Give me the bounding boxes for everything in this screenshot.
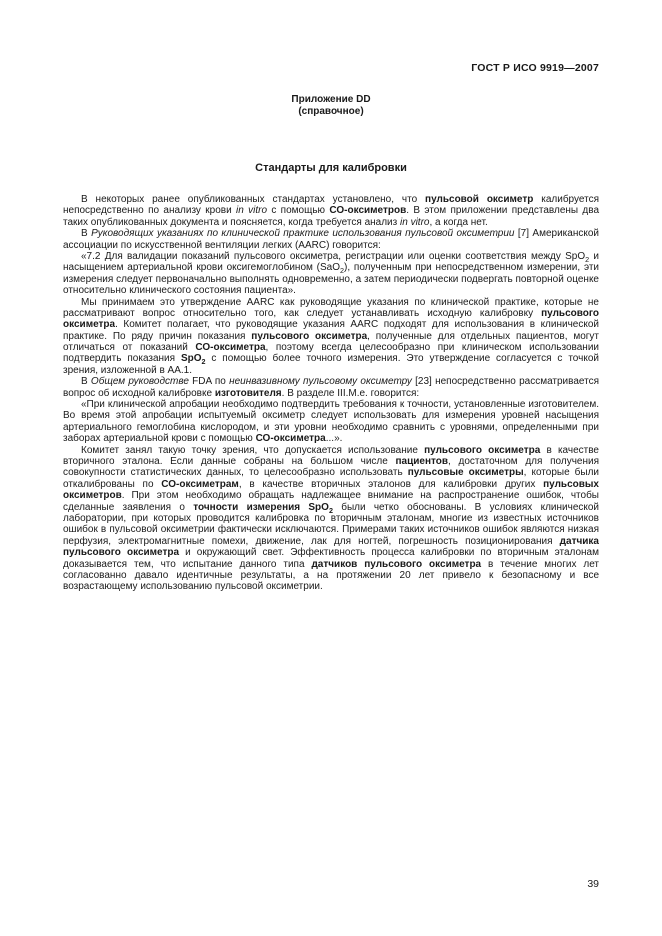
- document-paragraphs: [63, 194, 599, 593]
- paragraph: «7.2 Для валидации показаний пульсового оксиметра, регистрации или оценки соответствия между SpO$_2$ и насыщением артериальной крови оксигемоглобином (SaO$_2$), полученным при непосредственном измерении, эти измерения следует первоначально выполнять одновременно, а затем периодически подвергать повторной оценке относительно клинического состояния пациента».: [63, 250, 599, 297]
- paragraph: Мы принимаем это утверждение AARC как руководящие указания по клинической практике, которые не рассматривают вопрос относительно того, как следует устанавливать исходную калибровку пульсового оксиметра. Комитет полагает, что руководящие указания AARC подходят для использования в клинической практике. По ряду причин показания пульсового оксиметра, полученные для отдельных пациентов, могут отличаться от показаний СО-оксиметра, поэтому всегда целесообразно при клиническом использовании подтвердить показания SpO$_2$ с помощью более точного измерения. Это утверждение согласуется с точкой зрения, изложенной в АА.1.: [63, 296, 600, 376]
- annex-title-line2: (справочное): [298, 106, 364, 117]
- page-number: 39: [587, 878, 599, 890]
- paragraph: В Общем руководстве FDA по неинвазивному пульсовому оксиметру [23] непосредственно рассматривается вопрос об исходной калибровке изготовителя. В разделе III.М.е. говорится:: [63, 376, 600, 399]
- standard-number: ГОСТ Р ИСО 9919—2007: [471, 62, 599, 74]
- paragraph: В Руководящих указаниях по клинической практике использования пульсовой оксиметрии [7] Американской ассоциации по искусственной вентиляции легких (AARC) говорится:: [63, 228, 599, 251]
- paragraph: В некоторых ранее опубликованных стандартах установлено, что пульсовой оксиметр калибруется непосредственно по анализу крови in vitro с помощью СО-оксиметров. В этом приложении представлены два таких опубликованных документа и поясняется, когда требуется анализ in vitro, а когда нет.: [63, 194, 600, 228]
- annex-title: [63, 94, 599, 118]
- document-header: [63, 62, 599, 74]
- annex-title-line1: Приложение DD: [291, 94, 371, 105]
- paragraph: «При клинической апробации необходимо подтвердить требования к точности, установленные изготовителем. Во время этой апробации испытуемый оксиметр следует использовать для измерения уровней насыщения артериального гемоглобина кислородом, и эти уровни необходимо сравнить с уровнями, определенными при заборах артериальной крови с помощью СО-оксиметра...».: [63, 399, 599, 445]
- section-title: Стандарты для калибровки: [255, 162, 407, 174]
- paragraph: Комитет занял такую точку зрения, что допускается использование пульсового оксиметра в качестве вторичного эталона. Если данные собраны на большом числе пациентов, достаточном для получения совокупности статистических данных, то целесообразно использовать пульсовые оксиметры, которые были откалиброваны по СО-оксиметрам, в качестве вторичных эталонов для калибровки других пульсовых оксиметров. При этом необходимо обращать надлежащее внимание на распространение ошибок, чтобы сделанные заявления о точности измерения SpO$_2$ были четко обоснованы. В условиях клинической лаборатории, при которых проводится калибровка по вторичным эталонам, многие из известных источников ошибок в пульсовой оксиметрии фактически исключаются. Примерами таких источников ошибок являются низкая перфузия, электромагнитные помехи, движение, лак для ногтей, погрешность позиционирования датчика пульсового оксиметра и окружающий свет. Эффективность процесса калибровки по вторичным эталонам доказывается тем, что испытание данного типа датчиков пульсового оксиметра в течение многих лет согласованно давало идентичные результаты, а на протяжении 20 лет привело к безопасному и все возрастающему использованию пульсовой оксиметрии.: [63, 444, 600, 593]
